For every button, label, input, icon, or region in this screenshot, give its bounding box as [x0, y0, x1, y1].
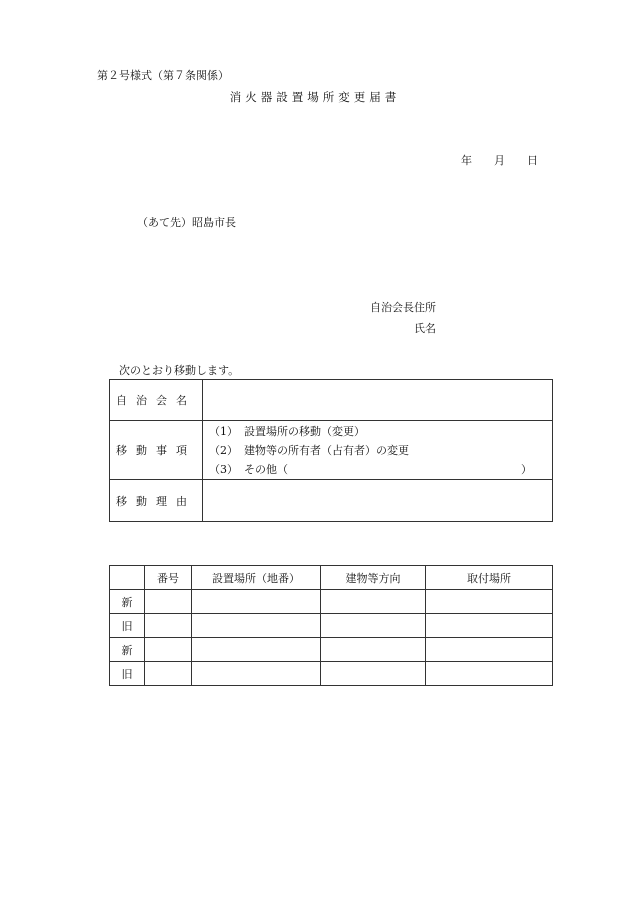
location-cell[interactable] [192, 638, 321, 662]
location-cell[interactable] [192, 662, 321, 686]
table-row [110, 638, 553, 662]
direction-cell[interactable] [321, 638, 426, 662]
row-label: 新 [110, 590, 145, 614]
items-options-cell [203, 421, 553, 480]
option-other[interactable] [209, 460, 552, 479]
association-row [110, 380, 553, 421]
option-location-change[interactable] [209, 422, 552, 441]
other-close-paren: ） [521, 462, 532, 476]
applicant-name-label: 氏名 [414, 322, 436, 335]
location-header-row [110, 566, 553, 590]
mount-cell[interactable] [426, 662, 553, 686]
option-owner-change[interactable] [209, 441, 552, 460]
row-label: 旧 [110, 614, 145, 638]
mount-cell[interactable] [426, 638, 553, 662]
location-cell[interactable] [192, 590, 321, 614]
form-number: 第２号様式（第７条関係） [97, 69, 229, 82]
intro-text: 次のとおり移動します。 [119, 364, 240, 377]
mount-cell[interactable] [426, 614, 553, 638]
row-label: 旧 [110, 662, 145, 686]
location-cell[interactable] [192, 614, 321, 638]
items-label: 移動事項 [110, 421, 203, 480]
table-row [110, 590, 553, 614]
direction-cell[interactable] [321, 662, 426, 686]
header-location: 設置場所（地番） [192, 566, 321, 590]
number-cell[interactable] [145, 590, 192, 614]
option-number: （3） [209, 462, 238, 476]
change-info-table [109, 379, 553, 522]
association-label: 自治会名 [110, 380, 203, 421]
header-building-direction: 建物等方向 [321, 566, 426, 590]
reason-row [110, 480, 553, 522]
direction-cell[interactable] [321, 614, 426, 638]
header-number: 番号 [145, 566, 192, 590]
association-value-cell[interactable] [203, 380, 553, 421]
option-number: （1） [209, 424, 238, 438]
number-cell[interactable] [145, 638, 192, 662]
header-mount-place: 取付場所 [426, 566, 553, 590]
date-line: 年 月 日 [461, 154, 538, 167]
number-cell[interactable] [145, 662, 192, 686]
location-table [109, 565, 553, 686]
option-number: （2） [209, 443, 238, 457]
option-text: 設置場所の移動（変更） [244, 424, 365, 438]
mount-cell[interactable] [426, 590, 553, 614]
reason-value-cell[interactable] [203, 480, 553, 522]
table-row [110, 662, 553, 686]
reason-label: 移動理由 [110, 480, 203, 522]
direction-cell[interactable] [321, 590, 426, 614]
table-row [110, 614, 553, 638]
row-label: 新 [110, 638, 145, 662]
option-text: 建物等の所有者（占有者）の変更 [244, 443, 409, 457]
option-text: その他（ [244, 462, 288, 476]
applicant-address-label: 自治会長住所 [370, 301, 436, 314]
header-blank [110, 566, 145, 590]
number-cell[interactable] [145, 614, 192, 638]
addressee: （あて先）昭島市長 [137, 216, 236, 229]
document-title: 消火器設置場所変更届書 [229, 90, 401, 104]
items-row [110, 421, 553, 480]
